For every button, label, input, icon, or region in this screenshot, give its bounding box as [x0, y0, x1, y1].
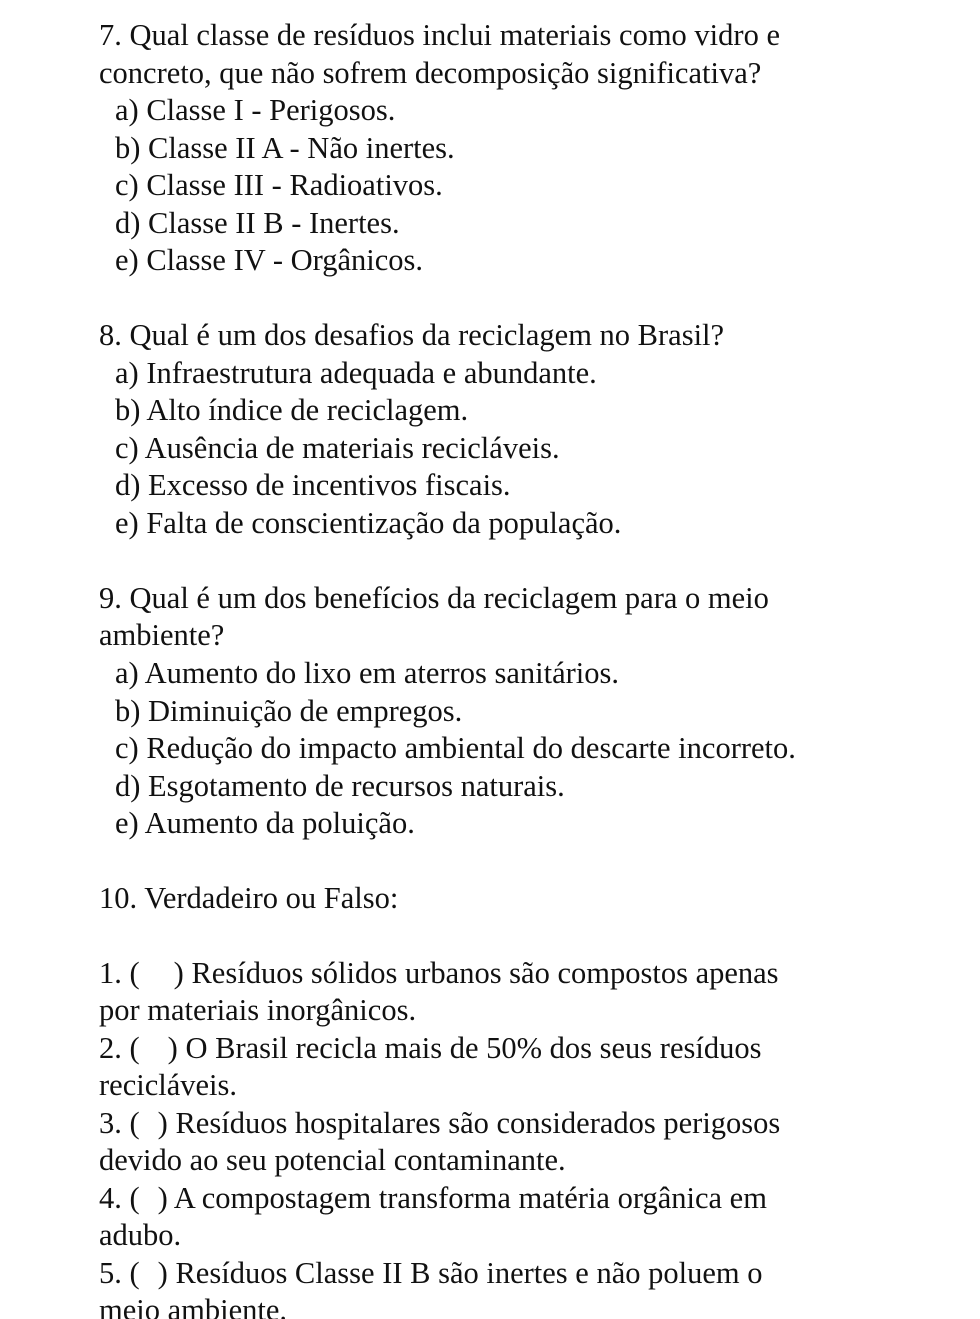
question-7-option-b: b) Classe II A - Não inertes. [115, 131, 455, 165]
question-7-line-2: concreto, que não sofrem decomposição significativa? [99, 56, 762, 90]
question-10-title: 10. Verdadeiro ou Falso: [99, 881, 399, 915]
tf-item-4-line-1 [99, 1179, 767, 1217]
tf-item-5-line-2: meio ambiente. [99, 1293, 288, 1319]
question-8-option-a: a) Infraestrutura adequada e abundante. [115, 356, 597, 390]
question-9-option-a: a) Aumento do lixo em aterros sanitários. [115, 656, 619, 690]
tf-item-2-text: O Brasil recicla mais de 50% dos seus resíduos [185, 1031, 762, 1065]
question-9-option-e: e) Aumento da poluição. [115, 806, 415, 840]
tf-item-1-answer-close: ) [173, 956, 184, 990]
question-8-line-1: 8. Qual é um dos desafios da reciclagem no Brasil? [99, 318, 725, 352]
tf-item-1-text: Resíduos sólidos urbanos são compostos apenas [191, 956, 779, 990]
tf-item-3-number: 3. ( [99, 1106, 140, 1140]
tf-item-3-line-2: devido ao seu potencial contaminante. [99, 1143, 566, 1177]
tf-item-5-answer-close: ) [157, 1256, 168, 1290]
tf-item-5-number: 5. ( [99, 1256, 140, 1290]
question-8-option-e: e) Falta de conscientização da população. [115, 506, 622, 540]
tf-item-4-answer-close: ) [157, 1181, 168, 1215]
question-7-line-1: 7. Qual classe de resíduos inclui materiais como vidro e [99, 18, 780, 52]
tf-item-3-text: Resíduos hospitalares são considerados perigosos [175, 1106, 781, 1140]
tf-item-2-line-1 [99, 1029, 761, 1067]
question-8-option-c: c) Ausência de materiais recicláveis. [115, 431, 560, 465]
tf-item-4-line-2: adubo. [99, 1218, 182, 1252]
tf-item-4-text: A compostagem transforma matéria orgânica em [173, 1181, 767, 1215]
tf-item-1-line-1 [99, 954, 779, 992]
tf-item-3-line-1 [99, 1104, 780, 1142]
question-8-option-d: d) Excesso de incentivos fiscais. [115, 468, 511, 502]
question-9-line-1: 9. Qual é um dos benefícios da reciclagem para o meio [99, 581, 769, 615]
tf-item-1-line-2: por materiais inorgânicos. [99, 993, 417, 1027]
question-9-line-2: ambiente? [99, 618, 225, 652]
tf-item-5-text: Resíduos Classe II B são inertes e não poluem o [175, 1256, 763, 1290]
question-8-option-b: b) Alto índice de reciclagem. [115, 393, 469, 427]
tf-item-4-number: 4. ( [99, 1181, 140, 1215]
tf-item-1-number: 1. ( [99, 956, 140, 990]
question-7-option-e: e) Classe IV - Orgânicos. [115, 243, 424, 277]
question-7-option-a: a) Classe I - Perigosos. [115, 93, 396, 127]
tf-item-5-line-1 [99, 1254, 763, 1292]
tf-item-2-answer-close: ) [167, 1031, 178, 1065]
tf-item-2-number: 2. ( [99, 1031, 140, 1065]
question-9-option-d: d) Esgotamento de recursos naturais. [115, 769, 565, 803]
question-9-option-b: b) Diminuição de empregos. [115, 694, 463, 728]
question-7-option-d: d) Classe II B - Inertes. [115, 206, 400, 240]
question-9-option-c: c) Redução do impacto ambiental do descarte incorreto. [115, 731, 796, 765]
tf-item-3-answer-close: ) [157, 1106, 168, 1140]
tf-item-2-line-2: recicláveis. [99, 1068, 238, 1102]
question-7-option-c: c) Classe III - Radioativos. [115, 168, 443, 202]
